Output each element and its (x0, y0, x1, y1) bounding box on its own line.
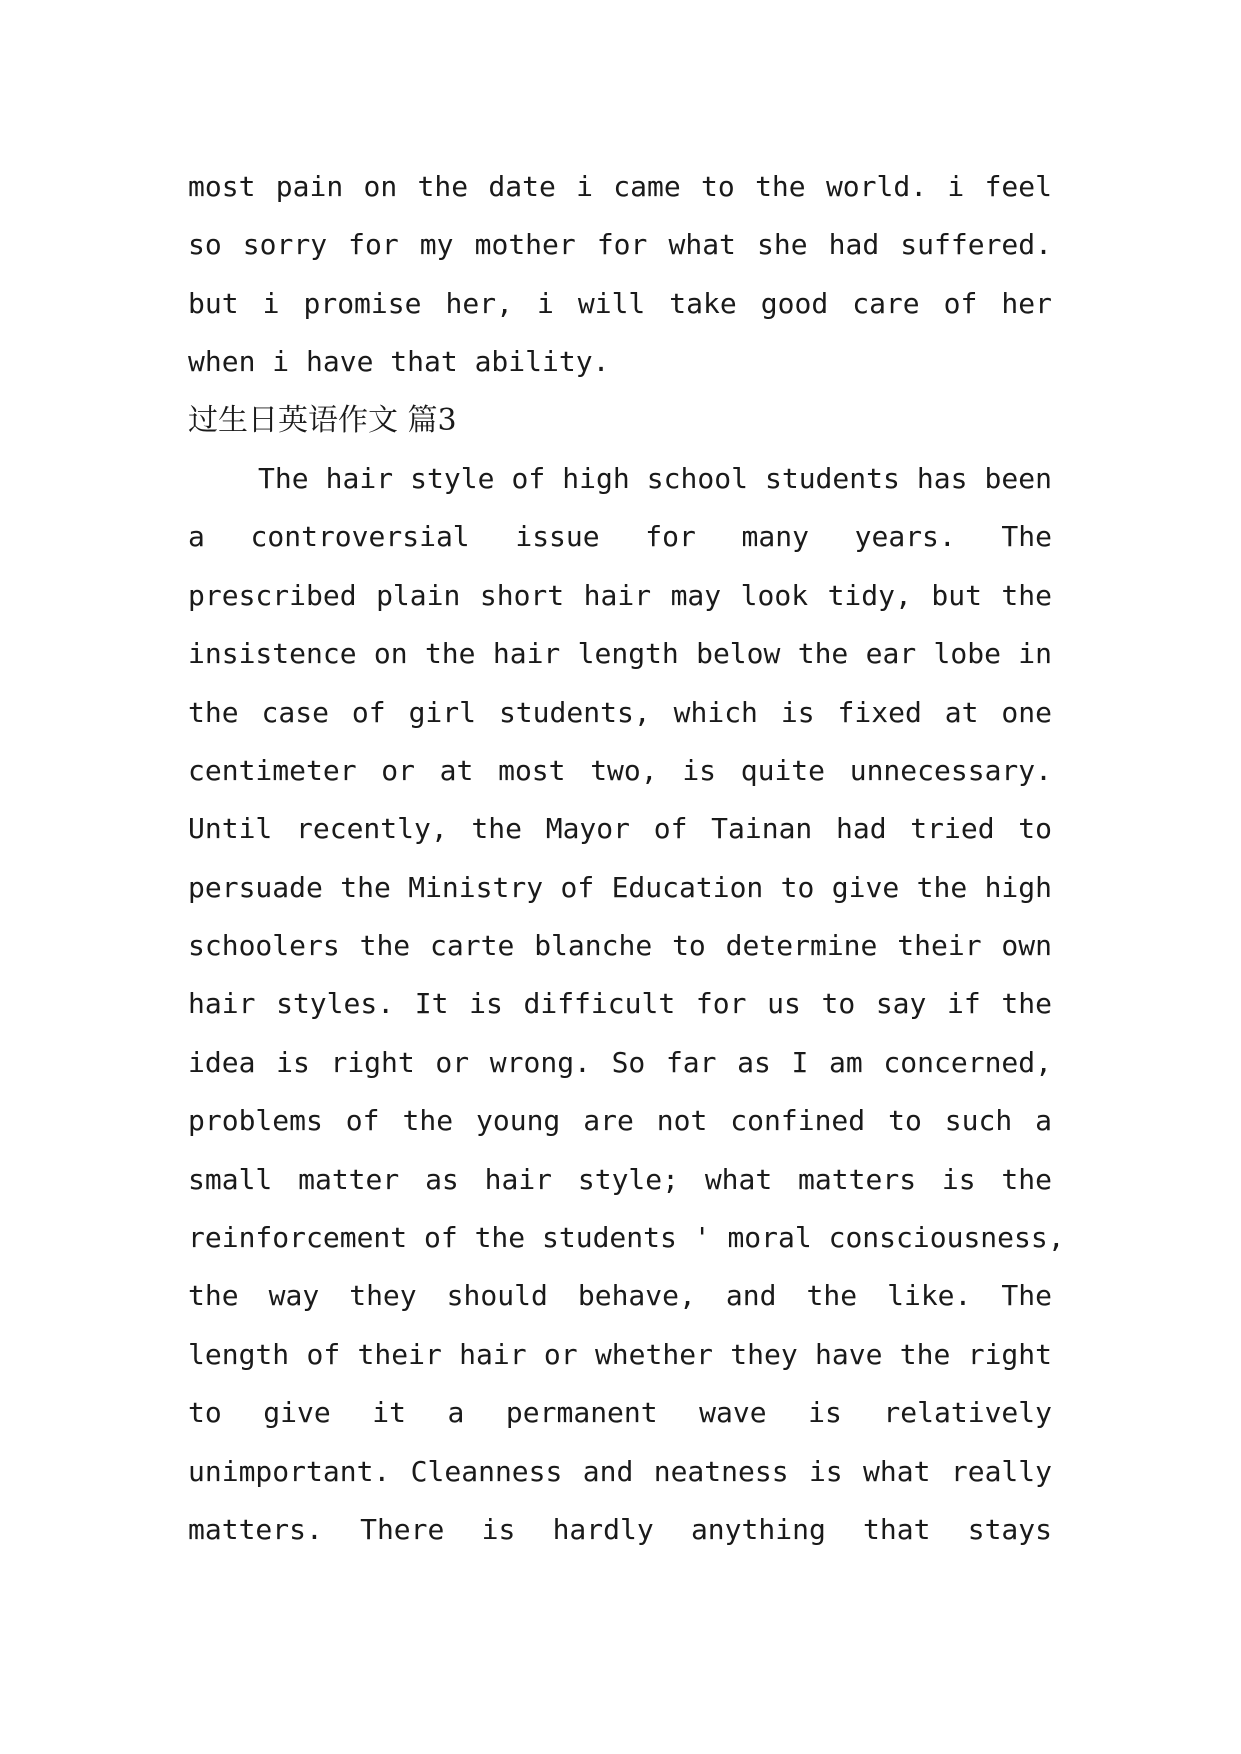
text-line: matters. There is hardly anything that stays (188, 1512, 1052, 1546)
text-line: to give it a permanent wave is relatively (188, 1396, 1052, 1430)
text-line: small matter as hair style; what matters is the (188, 1162, 1052, 1196)
text-line: prescribed plain short hair may look tidy, but the (188, 578, 1052, 612)
text-line: so sorry for my mother for what she had suffered. (188, 228, 1052, 262)
text-line: problems of the young are not confined to such a (188, 1104, 1052, 1138)
section-heading: 过生日英语作文 篇3 (188, 402, 457, 438)
text-line: but i promise her, i will take good care of her (188, 286, 1052, 320)
text-line: most pain on the date i came to the world. i feel (188, 170, 1052, 203)
paragraph-2 (188, 450, 1065, 1559)
text-line: unimportant. Cleanness and neatness is what really (188, 1454, 1052, 1488)
text-line: a controversial issue for many years. The (188, 520, 1052, 554)
text-line: The hair style of high school students has been (258, 461, 1052, 495)
text-line: when i have that ability. (188, 345, 610, 379)
text-line: hair styles. It is difficult for us to say if the (188, 987, 1052, 1021)
text-line: centimeter or at most two, is quite unnecessary. (188, 753, 1052, 787)
text-line: insistence on the hair length below the ear lobe in (188, 637, 1052, 671)
text-line: the case of girl students, which is fixed at one (188, 695, 1052, 729)
text-line: schoolers the carte blanche to determine their own (188, 929, 1052, 963)
text-line: Until recently, the Mayor of Tainan had tried to (188, 812, 1052, 846)
paragraph-1 (188, 158, 1052, 392)
text-line: persuade the Ministry of Education to give the high (188, 870, 1052, 904)
text-line: idea is right or wrong. So far as I am concerned, (188, 1045, 1052, 1079)
text-line: reinforcement of the students ' moral consciousness, (188, 1221, 1065, 1255)
text-line: the way they should behave, and the like. The (188, 1279, 1052, 1313)
document-body (188, 158, 1065, 1559)
text-line: length of their hair or whether they have the right (188, 1337, 1052, 1371)
